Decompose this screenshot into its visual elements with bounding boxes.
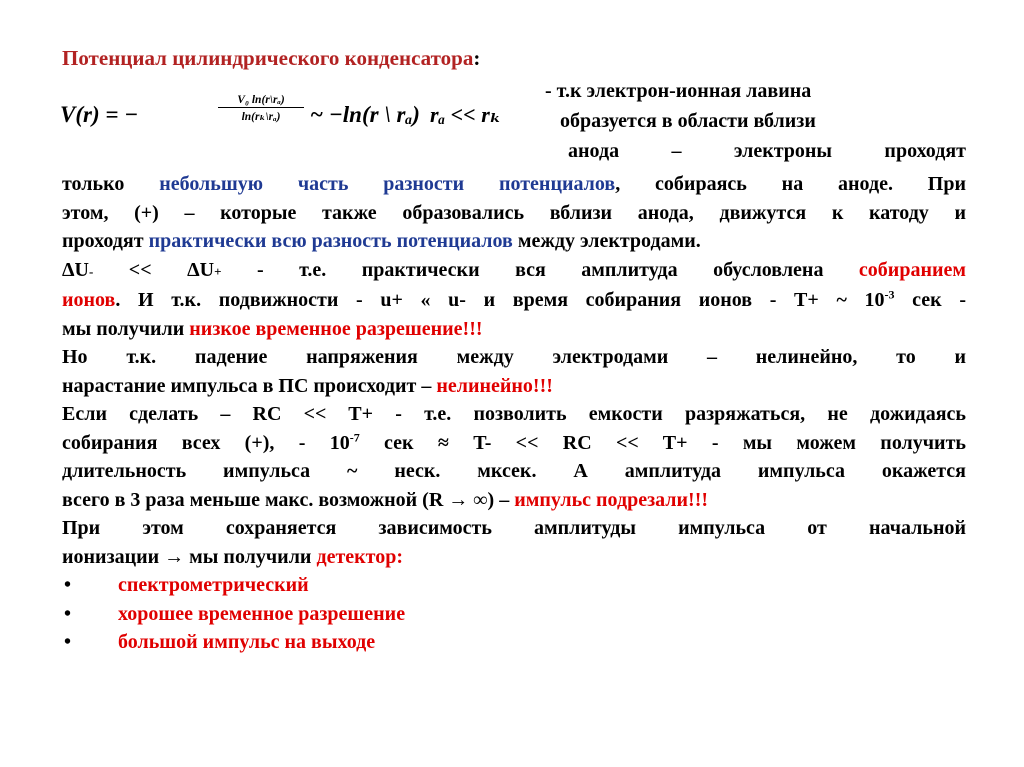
formula-rhs: ~ −ln(r \ rₐ) [310, 102, 420, 127]
paragraph-line: этом, (+) – которые также образовались вблизи анода, движутся к катоду и [62, 201, 966, 224]
paragraph-line: ионов. И т.к. подвижности - u+ « u- и время собирания ионов - T+ ~ $10^{-3}$ сек - [62, 287, 966, 311]
paragraph-line: проходят практически всю разность потенциалов между электродами. [62, 230, 701, 252]
bullet-icon: • [64, 574, 72, 596]
paragraph-line: мы получили низкое временное разрешение!!! [62, 317, 483, 340]
list-item: • спектрометрический [62, 571, 966, 600]
paragraph-line: При этом сохраняется зависимость амплитуды импульса от начальной [62, 517, 966, 539]
paragraph-line: ионизации → мы получили детектор: [62, 545, 404, 568]
paragraph-line: длительность импульса ~ неск. мксек. А амплитуда импульса окажется [62, 460, 966, 482]
paragraph-line: только небольшую часть разности потенциалов, собираясь на аноде. При [62, 173, 966, 195]
list-item: • хорошее временное разрешение [62, 600, 966, 629]
slide-body [62, 170, 966, 657]
slide-title: Потенциал цилиндрического конденсатора: [62, 46, 481, 70]
right-column-line-2: образуется в области вблизи [560, 110, 816, 132]
right-column-line-1: - т.к электрон-ионная лавина [545, 80, 812, 102]
detector-properties-list [62, 571, 966, 657]
formula-condition: rₐ << rₖ [430, 102, 502, 127]
list-item: • большой импульс на выходе [62, 628, 966, 657]
paragraph-line: всего в 3 раза меньше макс. возможной (R → ∞) – импульс подрезали!!! [62, 488, 709, 511]
bullet-icon: • [64, 602, 72, 625]
paragraph-line: Но т.к. падение напряжения между электродами – нелинейно, то и [62, 346, 966, 368]
formula-denominator: ln(rₖ\rₐ) [241, 111, 281, 123]
bullet-icon: • [64, 631, 72, 653]
right-column-line-3: анода – электроны проходят [568, 140, 966, 162]
paragraph-line: собирания всех (+), - $10^{-7}$ сек ≈ T- << RC << T+ - мы можем получить [62, 429, 966, 454]
formula-fraction [218, 94, 304, 123]
paragraph-line: ΔU- << ΔU+ - т.е. практически вся амплитуда обусловлена собиранием [62, 258, 966, 281]
formula-numerator: V₀ ln(r\rₐ) [218, 94, 304, 108]
paragraph-line: нарастание импульса в ПС происходит – нелинейно!!! [62, 374, 553, 397]
formula-lhs: V(r) = − [60, 102, 139, 127]
paragraph-line: Если сделать – RC << T+ - т.е. позволить емкости разряжаться, не дожидаясь [62, 403, 966, 425]
